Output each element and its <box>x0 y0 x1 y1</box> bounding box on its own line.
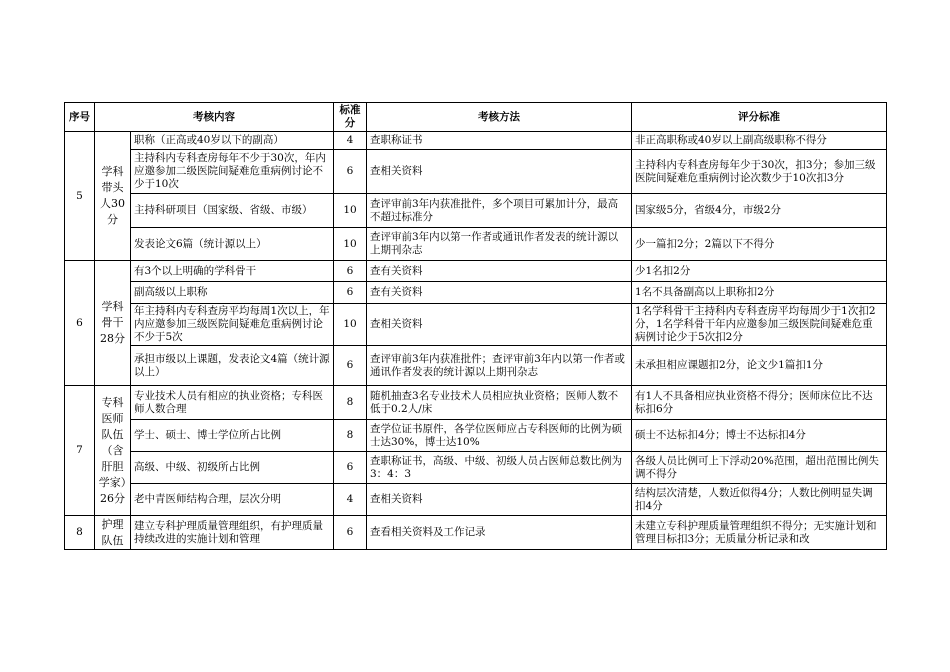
row-criteria: 1名学科骨干主持科内专科查房平均每周少于1次扣2分，1名学科骨干年内应邀参加三级医院间疑难危重病例讨论少于5次扣2分 <box>632 304 887 346</box>
row-content: 有3个以上明确的学科骨干 <box>131 261 334 282</box>
row-score: 10 <box>334 194 367 228</box>
section-category: 专科医师队伍（含肝胆学家）26分 <box>95 386 131 516</box>
row-score: 10 <box>334 228 367 261</box>
row-content: 专业技术人员有相应的执业资格；专科医师人数合理 <box>131 386 334 420</box>
row-score: 4 <box>334 484 367 516</box>
row-criteria: 主持科内专科查房每年少于30次，扣3分；参加三级医院间疑难危重病例讨论次数少于10次扣3分 <box>632 150 887 194</box>
row-criteria: 少一篇扣2分；2篇以下不得分 <box>632 228 887 261</box>
table-row <box>65 132 887 150</box>
section-category: 学科带头人30分 <box>95 132 131 261</box>
row-content: 副高级以上职称 <box>131 282 334 304</box>
row-criteria: 硕士不达标扣4分；博士不达标扣4分 <box>632 420 887 452</box>
row-method: 查相关资料 <box>367 150 632 194</box>
header-method: 考核方法 <box>367 103 632 132</box>
table-row <box>65 346 887 386</box>
row-score: 8 <box>334 386 367 420</box>
row-content: 建立专科护理质量管理组织，有护理质量持续改进的实施计划和管理 <box>131 516 334 550</box>
row-method: 查看相关资料及工作记录 <box>367 516 632 550</box>
table-row <box>65 484 887 516</box>
row-method: 查职称证书，高级、中级、初级人员占医师总数比例为3：4：3 <box>367 452 632 484</box>
row-content: 主持科研项目（国家级、省级、市级） <box>131 194 334 228</box>
row-method: 查评审前3年内获准批件，多个项目可累加计分，最高不超过标准分 <box>367 194 632 228</box>
row-criteria: 各级人员比例可上下浮动20%范围，超出范围比例失调不得分 <box>632 452 887 484</box>
table-row <box>65 194 887 228</box>
assessment-table <box>64 102 887 550</box>
row-score: 6 <box>334 150 367 194</box>
row-method: 查相关资料 <box>367 304 632 346</box>
row-method: 查有关资料 <box>367 261 632 282</box>
row-method: 查职称证书 <box>367 132 632 150</box>
table-row <box>65 516 887 550</box>
row-criteria: 少1名扣2分 <box>632 261 887 282</box>
row-method: 查评审前3年内以第一作者或通讯作者发表的统计源以上期刊杂志 <box>367 228 632 261</box>
table-row <box>65 420 887 452</box>
row-score: 10 <box>334 304 367 346</box>
header-seq: 序号 <box>65 103 95 132</box>
row-criteria: 有1人不具备相应执业资格不得分；医师床位比不达标扣6分 <box>632 386 887 420</box>
row-content: 年主持科内专科查房平均每周1次以上，年内应邀参加三级医院间疑难危重病例讨论不少于5次 <box>131 304 334 346</box>
table-row <box>65 261 887 282</box>
row-score: 6 <box>334 282 367 304</box>
row-content: 学士、硕士、博士学位所占比例 <box>131 420 334 452</box>
table-row <box>65 304 887 346</box>
header-content: 考核内容 <box>95 103 334 132</box>
row-criteria: 国家级5分，省级4分，市级2分 <box>632 194 887 228</box>
row-content: 发表论文6篇（统计源以上） <box>131 228 334 261</box>
row-score: 8 <box>334 420 367 452</box>
section-category: 护理队伍 <box>95 516 131 550</box>
row-method: 查相关资料 <box>367 484 632 516</box>
section-number: 5 <box>65 132 95 261</box>
section-number: 7 <box>65 386 95 516</box>
row-criteria: 未承担相应课题扣2分，论文少1篇扣1分 <box>632 346 887 386</box>
section-number: 6 <box>65 261 95 386</box>
row-method: 随机抽查3名专业技术人员相应执业资格；医师人数不低于0.2人/床 <box>367 386 632 420</box>
row-score: 6 <box>334 516 367 550</box>
table-row <box>65 150 887 194</box>
row-criteria: 未建立专科护理质量管理组织不得分；无实施计划和管理目标扣3分；无质量分析记录和改 <box>632 516 887 550</box>
row-content: 老中青医师结构合理，层次分明 <box>131 484 334 516</box>
row-score: 6 <box>334 452 367 484</box>
header-row <box>65 103 887 132</box>
header-score: 标准分 <box>334 103 367 132</box>
row-score: 6 <box>334 261 367 282</box>
row-method: 查评审前3年内获准批件；查评审前3年内以第一作者或通讯作者发表的统计源以上期刊杂志 <box>367 346 632 386</box>
row-criteria: 1名不具备副高以上职称扣2分 <box>632 282 887 304</box>
row-content: 高级、中级、初级所占比例 <box>131 452 334 484</box>
table-row <box>65 386 887 420</box>
row-criteria: 非正高职称或40岁以上副高级职称不得分 <box>632 132 887 150</box>
section-category: 学科骨干28分 <box>95 261 131 386</box>
row-method: 查有关资料 <box>367 282 632 304</box>
section-number: 8 <box>65 516 95 550</box>
row-criteria: 结构层次清楚，人数近似得4分；人数比例明显失调扣4分 <box>632 484 887 516</box>
row-method: 查学位证书原件，各学位医师应占专科医师的比例为硕士达30%，博士达10% <box>367 420 632 452</box>
row-score: 4 <box>334 132 367 150</box>
header-criteria: 评分标准 <box>632 103 887 132</box>
row-content: 职称（正高或40岁以下的副高） <box>131 132 334 150</box>
row-score: 6 <box>334 346 367 386</box>
table-row <box>65 452 887 484</box>
row-content: 主持科内专科查房每年不少于30次，年内应邀参加二级医院间疑难危重病例讨论不少于10次 <box>131 150 334 194</box>
table-row <box>65 282 887 304</box>
table-row <box>65 228 887 261</box>
row-content: 承担市级以上课题，发表论文4篇（统计源以上） <box>131 346 334 386</box>
